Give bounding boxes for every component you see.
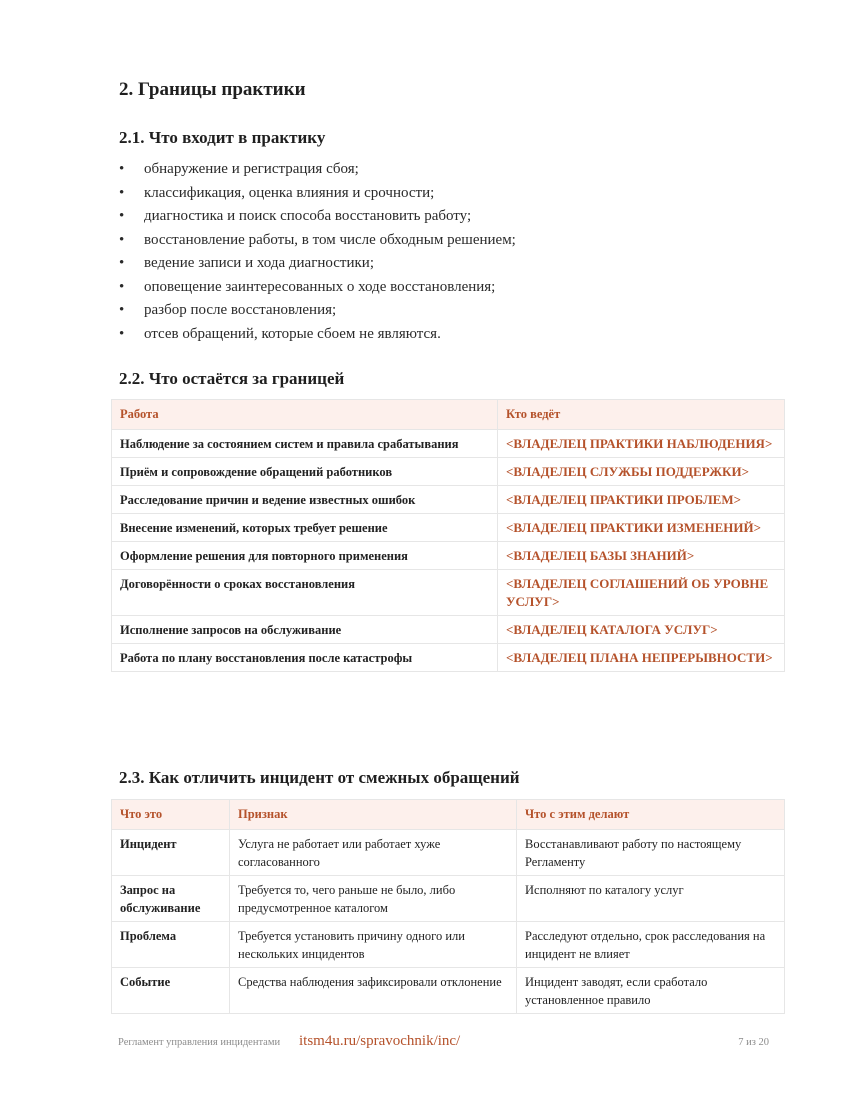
owner-cell: <ВЛАДЕЛЕЦ СЛУЖБЫ ПОДДЕРЖКИ> <box>498 458 785 486</box>
action-cell: Инцидент заводят, если сработало установленное правило <box>517 968 785 1014</box>
includes-list <box>119 158 516 346</box>
owner-cell: <ВЛАДЕЛЕЦ СОГЛАШЕНИЙ ОБ УРОВНЕ УСЛУГ> <box>498 570 785 616</box>
table-row <box>112 486 785 514</box>
owner-cell: <ВЛАДЕЛЕЦ КАТАЛОГА УСЛУГ> <box>498 616 785 644</box>
table-row <box>112 542 785 570</box>
list-item: • отсев обращений, которые сбоем не являются. <box>119 323 516 347</box>
table-row <box>112 616 785 644</box>
kind-cell: Событие <box>112 968 230 1014</box>
list-item: • оповещение заинтересованных о ходе восстановления; <box>119 276 516 300</box>
table-header-row <box>112 400 785 430</box>
table-row <box>112 514 785 542</box>
work-cell: Приём и сопровождение обращений работников <box>112 458 498 486</box>
work-cell: Договорённости о сроках восстановления <box>112 570 498 616</box>
action-cell: Исполняют по каталогу услуг <box>517 876 785 922</box>
sign-cell: Требуется то, чего раньше не было, либо предусмотренное каталогом <box>230 876 517 922</box>
kind-cell: Проблема <box>112 922 230 968</box>
work-cell: Расследование причин и ведение известных ошибок <box>112 486 498 514</box>
column-header: Признак <box>230 800 517 830</box>
owner-cell: <ВЛАДЕЛЕЦ ПЛАНА НЕПРЕРЫВНОСТИ> <box>498 644 785 672</box>
distinguish-title: 2.3. Как отличить инцидент от смежных обращений <box>119 768 520 787</box>
table-header-row <box>112 800 785 830</box>
sign-cell: Услуга не работает или работает хуже согласованного <box>230 830 517 876</box>
action-cell: Восстанавливают работу по настоящему Регламенту <box>517 830 785 876</box>
table-row <box>112 876 785 922</box>
footer-link[interactable]: itsm4u.ru/spravochnik/inc/ <box>299 1033 461 1049</box>
column-header: Кто ведёт <box>498 400 785 430</box>
table-row <box>112 430 785 458</box>
list-item: • разбор после восстановления; <box>119 299 516 323</box>
list-item: • ведение записи и хода диагностики; <box>119 252 516 276</box>
column-header: Что с этим делают <box>517 800 785 830</box>
column-header: Работа <box>112 400 498 430</box>
outside-table <box>111 399 785 672</box>
list-item: • восстановление работы, в том числе обходным решением; <box>119 229 516 253</box>
kind-cell: Запрос на обслуживание <box>112 876 230 922</box>
owner-cell: <ВЛАДЕЛЕЦ ПРАКТИКИ ПРОБЛЕМ> <box>498 486 785 514</box>
action-cell: Расследуют отдельно, срок расследования на инцидент не влияет <box>517 922 785 968</box>
owner-cell: <ВЛАДЕЛЕЦ ПРАКТИКИ НАБЛЮДЕНИЯ> <box>498 430 785 458</box>
work-cell: Внесение изменений, которых требует решение <box>112 514 498 542</box>
table-row <box>112 458 785 486</box>
distinguish-table <box>111 799 785 1014</box>
list-item: • диагностика и поиск способа восстановить работу; <box>119 205 516 229</box>
page-number: 7 из 20 <box>738 1037 769 1048</box>
table-row <box>112 644 785 672</box>
table-row <box>112 830 785 876</box>
kind-cell: Инцидент <box>112 830 230 876</box>
footer-doc-title: Регламент управления инцидентами <box>118 1037 281 1048</box>
list-item: • классификация, оценка влияния и срочности; <box>119 182 516 206</box>
work-cell: Исполнение запросов на обслуживание <box>112 616 498 644</box>
table-row <box>112 570 785 616</box>
list-item: • обнаружение и регистрация сбоя; <box>119 158 516 182</box>
sign-cell: Требуется установить причину одного или нескольких инцидентов <box>230 922 517 968</box>
outside-title: 2.2. Что остаётся за границей <box>119 369 345 388</box>
column-header: Что это <box>112 800 230 830</box>
work-cell: Оформление решения для повторного применения <box>112 542 498 570</box>
work-cell: Наблюдение за состоянием систем и правила срабатывания <box>112 430 498 458</box>
table-row <box>112 968 785 1014</box>
table-row <box>112 922 785 968</box>
page-footer <box>118 1033 769 1053</box>
owner-cell: <ВЛАДЕЛЕЦ ПРАКТИКИ ИЗМЕНЕНИЙ> <box>498 514 785 542</box>
section-title: 2. Границы практики <box>119 79 306 100</box>
sign-cell: Средства наблюдения зафиксировали отклонение <box>230 968 517 1014</box>
work-cell: Работа по плану восстановления после катастрофы <box>112 644 498 672</box>
includes-title: 2.1. Что входит в практику <box>119 128 326 147</box>
owner-cell: <ВЛАДЕЛЕЦ БАЗЫ ЗНАНИЙ> <box>498 542 785 570</box>
